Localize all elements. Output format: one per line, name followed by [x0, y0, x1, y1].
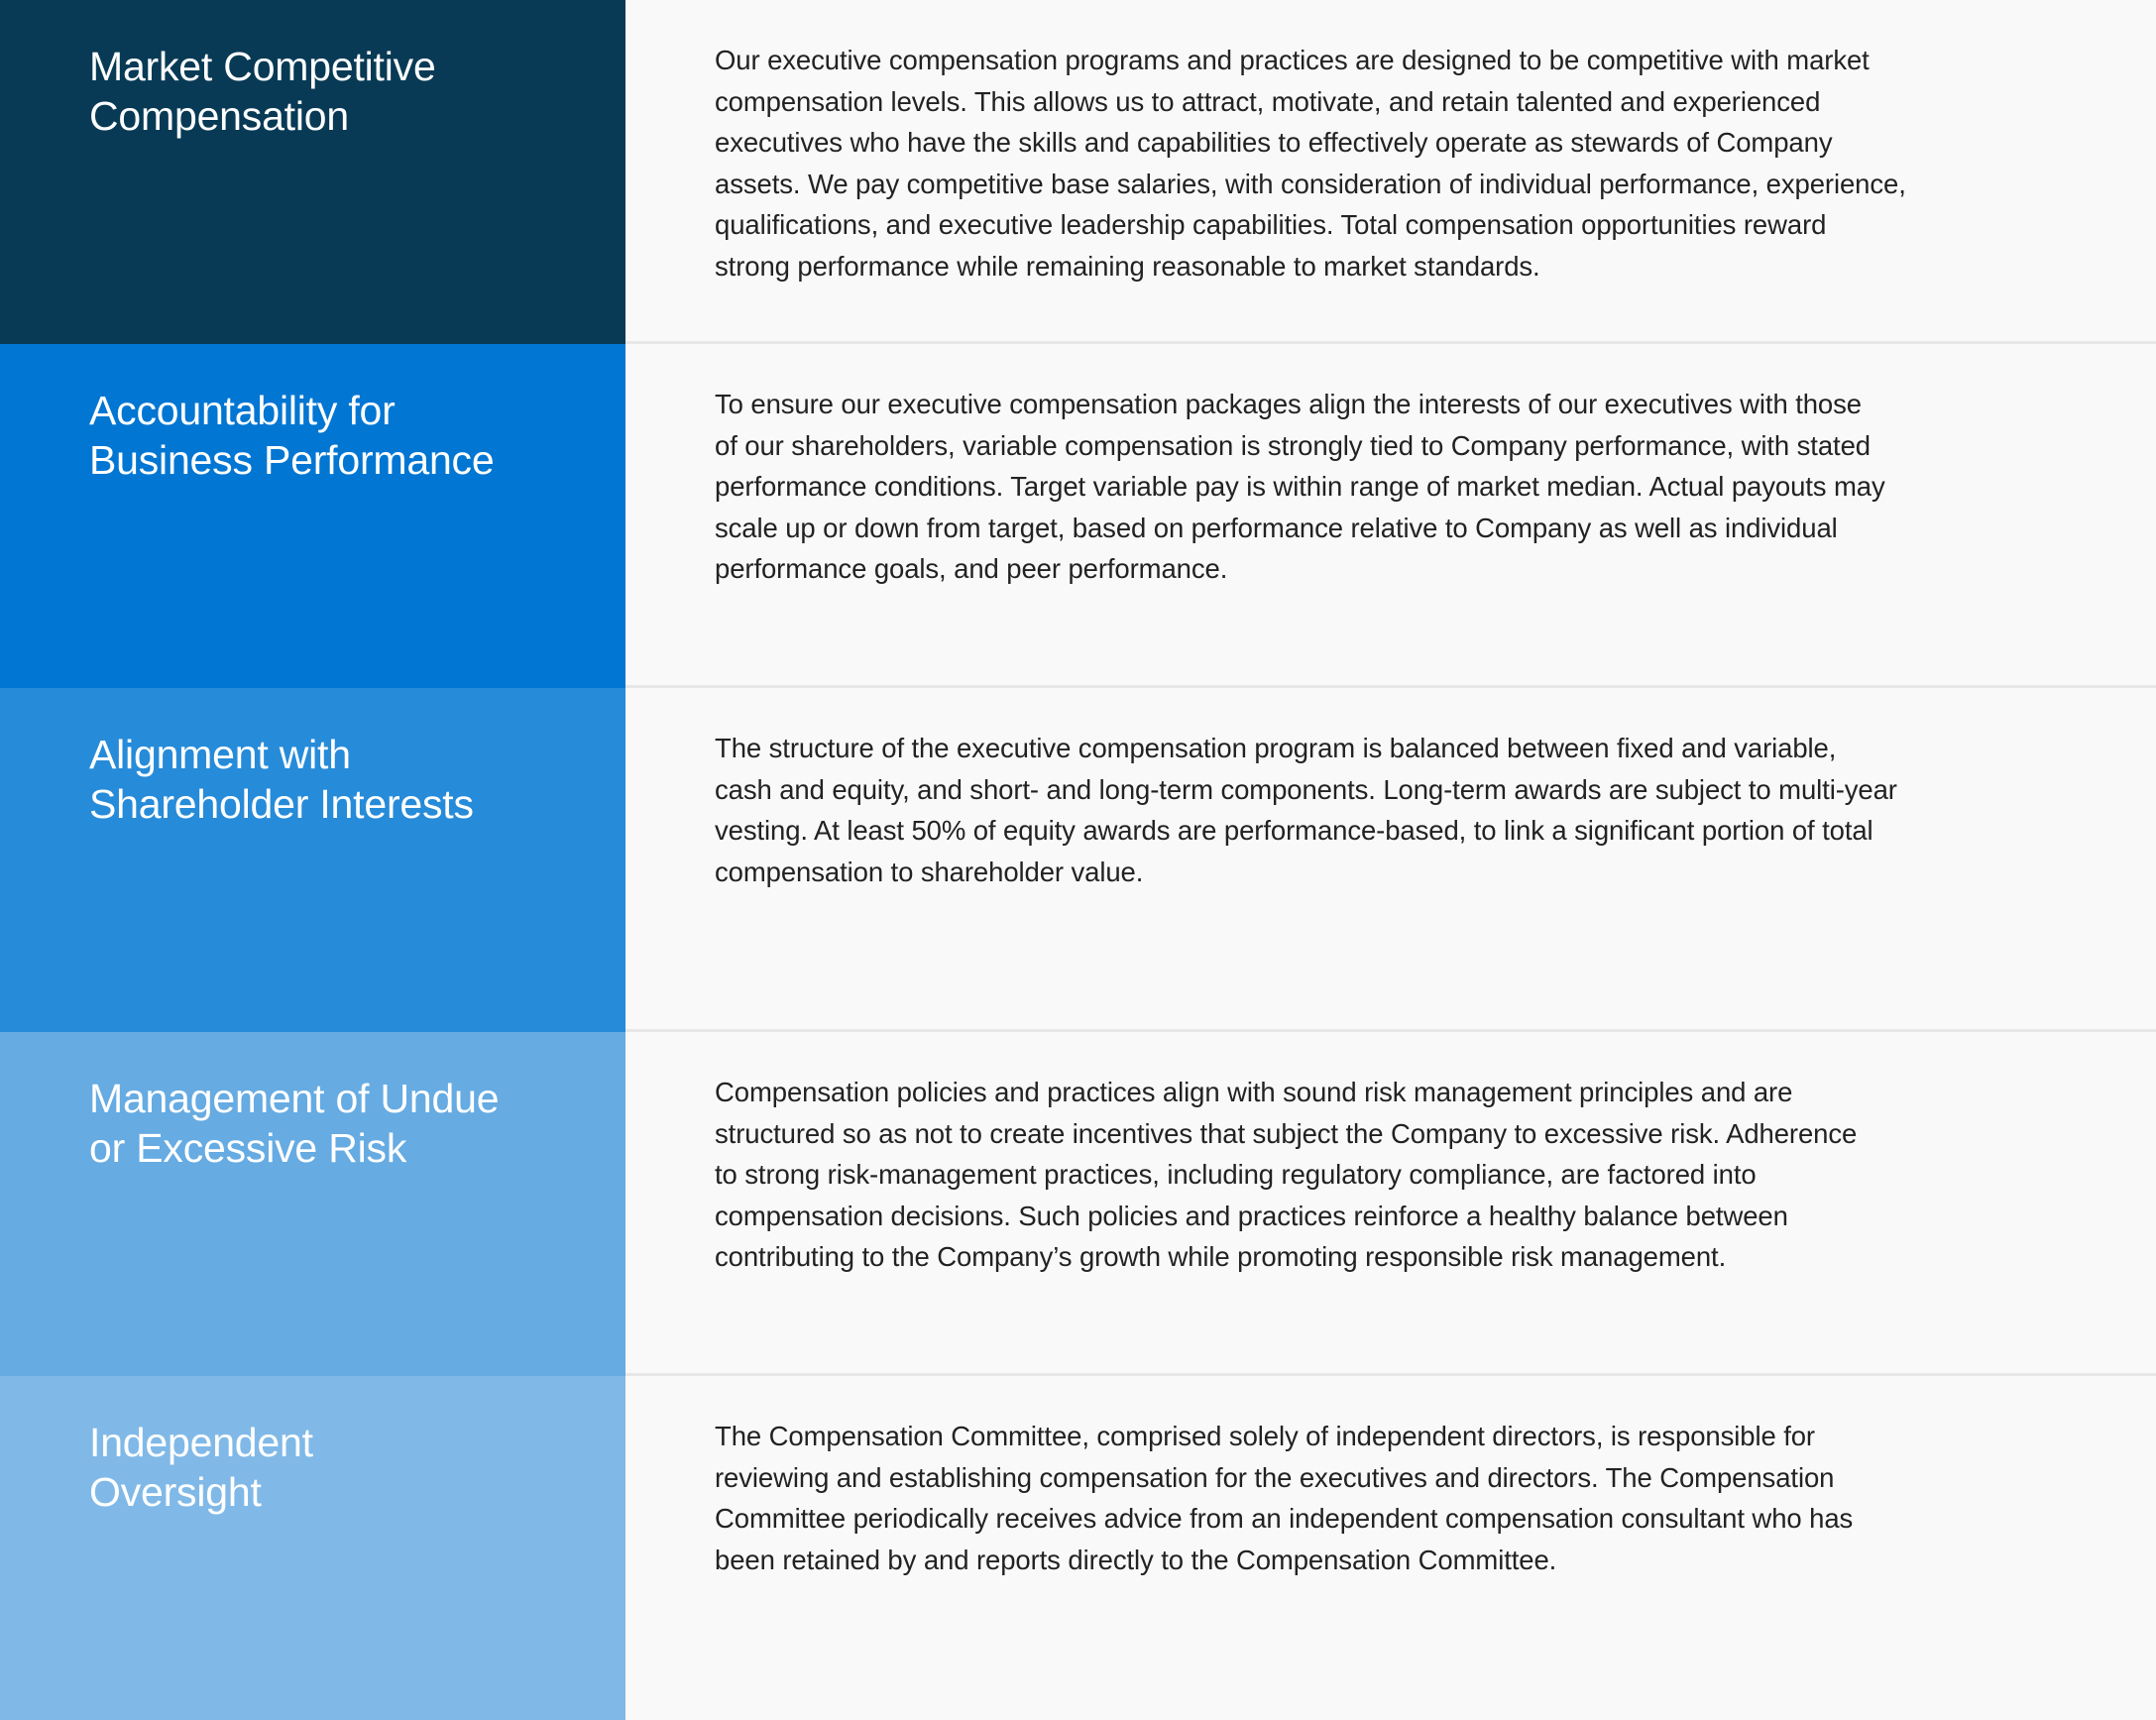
description-line: compensation to shareholder value. — [715, 856, 1144, 887]
description-line: Our executive compensation programs and practices are designed to be competitive with market — [715, 45, 1870, 75]
principle-row — [0, 1376, 2156, 1720]
description-line: reviewing and establishing compensation for the executives and directors. The Compensation — [715, 1461, 1835, 1493]
principle-description — [0, 688, 2156, 892]
description-line: performance conditions. Target variable pay is within range of market median. Actual payouts may — [715, 471, 1885, 503]
heading-line: Management of Undue — [89, 1076, 500, 1121]
description-line: The Compensation Committee, comprised solely of independent directors, is responsible for — [715, 1421, 1815, 1451]
description-line: assets. We pay competitive base salaries, with consideration of individual performance, experience, — [715, 168, 1906, 199]
heading-line: Shareholder Interests — [89, 781, 474, 827]
principle-row — [0, 344, 2156, 688]
description-line: contributing to the Company’s growth while promoting responsible risk management. — [715, 1241, 1727, 1273]
heading-line: Compensation — [89, 93, 349, 139]
principle-row — [0, 1032, 2156, 1376]
heading-line: or Excessive Risk — [89, 1125, 407, 1171]
principle-row — [0, 688, 2156, 1032]
principle-description — [0, 1376, 2156, 1580]
heading-line: Oversight — [89, 1469, 262, 1515]
heading-line: Independent — [89, 1420, 313, 1465]
description-line: To ensure our executive compensation packages align the interests of our executives with those — [715, 389, 1862, 419]
description-line: been retained by and reports directly to the Compensation Committee. — [715, 1544, 1557, 1575]
description-line: performance goals, and peer performance. — [715, 553, 1228, 585]
description-line: Committee periodically receives advice from an independent compensation consultant who has — [715, 1503, 1854, 1535]
heading-line: Market Competitive — [89, 44, 436, 89]
description-line: executives who have the skills and capabilities to effectively operate as stewards of Company — [715, 127, 1833, 159]
description-line: structured so as not to create incentives that subject the Company to excessive risk. Adherence — [715, 1117, 1858, 1149]
heading-line: Alignment with — [89, 732, 351, 777]
description-line: to strong risk-management practices, including regulatory compliance, are factored into — [715, 1159, 1757, 1191]
description-line: compensation levels. This allows us to attract, motivate, and retain talented and experienced — [715, 85, 1821, 117]
principle-row — [0, 0, 2156, 344]
principle-description — [0, 1032, 2156, 1278]
description-line: compensation decisions. Such policies and practices reinforce a healthy balance between — [715, 1200, 1788, 1231]
description-line: scale up or down from target, based on performance relative to Company as well as individual — [715, 512, 1838, 543]
description-line: cash and equity, and short- and long-term components. Long-term awards are subject to multi-year — [715, 773, 1897, 805]
description-line: The structure of the executive compensation program is balanced between fixed and variable, — [715, 733, 1837, 763]
heading-line: Business Performance — [89, 437, 495, 483]
principle-description — [0, 0, 2156, 287]
principle-description — [0, 344, 2156, 590]
heading-line: Accountability for — [89, 388, 396, 433]
description-line: strong performance while remaining reasonable to market standards. — [715, 250, 1540, 282]
description-line: Compensation policies and practices align with sound risk management principles and are — [715, 1077, 1793, 1107]
description-line: vesting. At least 50% of equity awards are performance-based, to link a significant portion of total — [715, 815, 1873, 847]
description-line: of our shareholders, variable compensation is strongly tied to Company performance, with stated — [715, 429, 1871, 461]
description-line: qualifications, and executive leadership capabilities. Total compensation opportunities reward — [715, 209, 1827, 241]
